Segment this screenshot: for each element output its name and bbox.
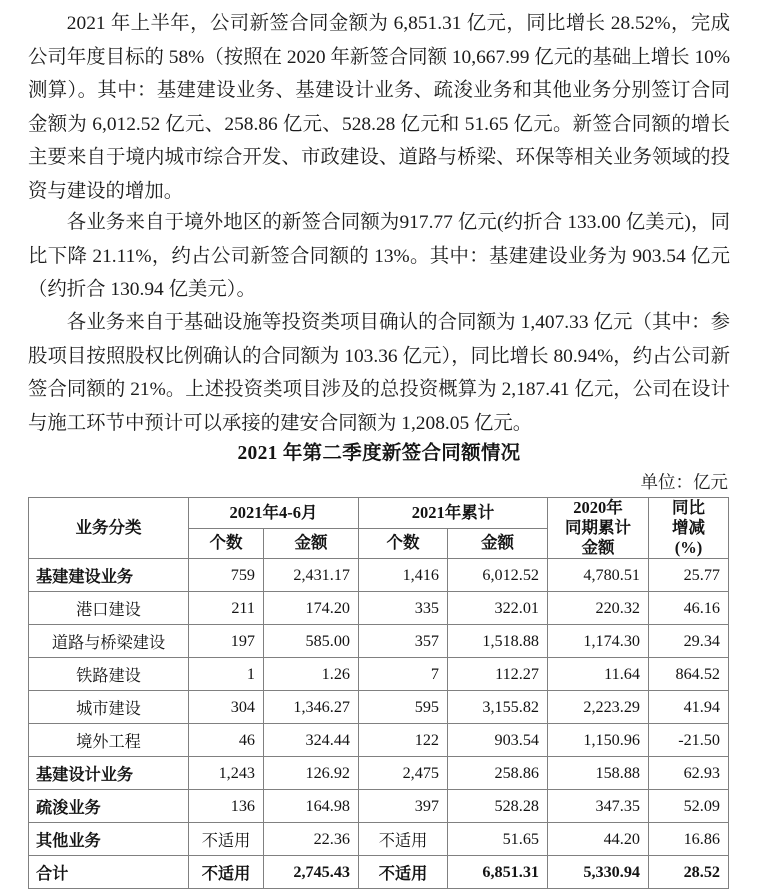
header-group-prior-year — [548, 498, 649, 559]
new-contracts-table — [28, 497, 729, 889]
row-category: 境外工程 — [29, 724, 189, 757]
paragraph-2: 各业务来自于境外地区的新签合同额为917.77 亿元(约折合 133.00 亿美元)，同比下降 21.11%，约占公司新签合同额的 13%。其中：基建建设业务为 903.54 亿元（约折合 130.94 亿美元）。 — [28, 212, 730, 300]
table-header-row-groups — [29, 498, 729, 529]
row-category: 道路与桥梁建设 — [29, 625, 189, 658]
header-q2-amount: 金额 — [264, 528, 359, 559]
cell-yoy-pct: 29.34 — [649, 625, 729, 658]
cell-q2-amount: 174.20 — [264, 592, 359, 625]
cell-prior-amount: 5,330.94 — [548, 856, 649, 889]
cell-ytd-count: 不适用 — [359, 856, 448, 889]
table-row — [29, 559, 729, 592]
paragraph-block-3 — [28, 306, 730, 440]
header-q2-count: 个数 — [189, 528, 264, 559]
cell-ytd-count: 不适用 — [359, 823, 448, 856]
cell-ytd-count: 1,416 — [359, 559, 448, 592]
cell-prior-amount: 11.64 — [548, 658, 649, 691]
cell-ytd-count: 2,475 — [359, 757, 448, 790]
header-prior-year-line1: 2020年 — [573, 498, 623, 517]
cell-q2-amount: 585.00 — [264, 625, 359, 658]
cell-yoy-pct: 864.52 — [649, 658, 729, 691]
cell-yoy-pct: 25.77 — [649, 559, 729, 592]
cell-q2-amount: 1,346.27 — [264, 691, 359, 724]
cell-q2-amount: 1.26 — [264, 658, 359, 691]
cell-q2-amount: 324.44 — [264, 724, 359, 757]
header-ytd-amount: 金额 — [448, 528, 548, 559]
cell-prior-amount: 44.20 — [548, 823, 649, 856]
cell-yoy-pct: 62.93 — [649, 757, 729, 790]
cell-ytd-count: 595 — [359, 691, 448, 724]
cell-ytd-amount: 1,518.88 — [448, 625, 548, 658]
cell-yoy-pct: 16.86 — [649, 823, 729, 856]
cell-ytd-amount: 903.54 — [448, 724, 548, 757]
table-row — [29, 658, 729, 691]
header-group-yoy-change — [649, 498, 729, 559]
cell-ytd-amount: 112.27 — [448, 658, 548, 691]
cell-ytd-amount: 528.28 — [448, 790, 548, 823]
cell-ytd-amount: 3,155.82 — [448, 691, 548, 724]
table-row — [29, 823, 729, 856]
row-category: 其他业务 — [29, 823, 189, 856]
cell-q2-amount: 126.92 — [264, 757, 359, 790]
paragraph-3: 各业务来自于基础设施等投资类项目确认的合同额为 1,407.33 亿元（其中：参股项目按照股权比例确认的合同额为 103.36 亿元），同比增长 80.94%，约占公司新签合同额的 21%。上述投资类项目涉及的总投资概算为 2,187.41 亿元，公司在设计与施工环节中预计可以承接的建安合同额为 1,208.05 亿元。 — [28, 312, 730, 434]
row-category: 铁路建设 — [29, 658, 189, 691]
row-category: 港口建设 — [29, 592, 189, 625]
row-category: 疏浚业务 — [29, 790, 189, 823]
cell-prior-amount: 347.35 — [548, 790, 649, 823]
header-yoy-line1: 同比 — [672, 498, 705, 517]
header-business-category: 业务分类 — [29, 498, 189, 559]
cell-ytd-count: 357 — [359, 625, 448, 658]
cell-q2-count: 136 — [189, 790, 264, 823]
table-row — [29, 724, 729, 757]
table-head — [29, 498, 729, 559]
cell-q2-count: 不适用 — [189, 856, 264, 889]
cell-yoy-pct: -21.50 — [649, 724, 729, 757]
cell-yoy-pct: 41.94 — [649, 691, 729, 724]
cell-q2-amount: 22.36 — [264, 823, 359, 856]
header-prior-year-subcolumn: 金额 — [581, 538, 615, 558]
cell-ytd-amount: 322.01 — [448, 592, 548, 625]
cell-ytd-count: 335 — [359, 592, 448, 625]
cell-q2-count: 1,243 — [189, 757, 264, 790]
cell-ytd-count: 7 — [359, 658, 448, 691]
header-group-q2-2021: 2021年4-6月 — [189, 498, 359, 529]
cell-prior-amount: 1,150.96 — [548, 724, 649, 757]
cell-q2-count: 304 — [189, 691, 264, 724]
paragraph-block-2 — [28, 206, 730, 307]
cell-prior-amount: 220.32 — [548, 592, 649, 625]
table-row-total — [29, 856, 729, 889]
cell-prior-amount: 4,780.51 — [548, 559, 649, 592]
cell-q2-amount: 2,431.17 — [264, 559, 359, 592]
cell-q2-count: 不适用 — [189, 823, 264, 856]
cell-ytd-amount: 51.65 — [448, 823, 548, 856]
table-title: 2021 年第二季度新签合同额情况 — [237, 443, 521, 464]
cell-yoy-pct: 28.52 — [649, 856, 729, 889]
table-row — [29, 625, 729, 658]
cell-q2-count: 46 — [189, 724, 264, 757]
table-row — [29, 592, 729, 625]
header-ytd-count: 个数 — [359, 528, 448, 559]
paragraph-1: 2021 年上半年，公司新签合同金额为 6,851.31 亿元，同比增长 28.52%，完成公司年度目标的 58%（按照在 2020 年新签合同额 10,667.99 亿元的基础上增长 10%测算）。其中：基建建设业务、基建设计业务、疏浚业务和其他业务分别签订合同金额为 6,012.52 亿元、258.86 亿元、528.28 亿元和 51.65 亿元。新签合同额的增长主要来自于境内城市综合开发、市政建设、道路与桥梁、环保等相关业务领域的投资与建设的增加。 — [28, 13, 730, 202]
cell-prior-amount: 1,174.30 — [548, 625, 649, 658]
cell-prior-amount: 2,223.29 — [548, 691, 649, 724]
cell-ytd-count: 397 — [359, 790, 448, 823]
row-category: 合计 — [29, 856, 189, 889]
table-row — [29, 757, 729, 790]
row-category: 基建设计业务 — [29, 757, 189, 790]
paragraph-block-1 — [28, 7, 730, 208]
cell-q2-amount: 164.98 — [264, 790, 359, 823]
header-prior-year-line2: 同期累计 — [565, 518, 631, 538]
cell-q2-amount: 2,745.43 — [264, 856, 359, 889]
cell-q2-count: 197 — [189, 625, 264, 658]
cell-ytd-amount: 258.86 — [448, 757, 548, 790]
table-unit-label: 单位：亿元 — [640, 472, 728, 492]
cell-yoy-pct: 46.16 — [649, 592, 729, 625]
table-row — [29, 691, 729, 724]
table-body — [29, 559, 729, 889]
table-row — [29, 790, 729, 823]
cell-q2-count: 211 — [189, 592, 264, 625]
cell-ytd-amount: 6,851.31 — [448, 856, 548, 889]
header-yoy-line3: (%) — [674, 538, 703, 558]
cell-q2-count: 759 — [189, 559, 264, 592]
cell-ytd-amount: 6,012.52 — [448, 559, 548, 592]
header-group-ytd-2021: 2021年累计 — [359, 498, 548, 529]
row-category: 城市建设 — [29, 691, 189, 724]
cell-ytd-count: 122 — [359, 724, 448, 757]
cell-prior-amount: 158.88 — [548, 757, 649, 790]
header-yoy-line2: 增减 — [672, 518, 705, 538]
row-category: 基建建设业务 — [29, 559, 189, 592]
cell-yoy-pct: 52.09 — [649, 790, 729, 823]
cell-q2-count: 1 — [189, 658, 264, 691]
